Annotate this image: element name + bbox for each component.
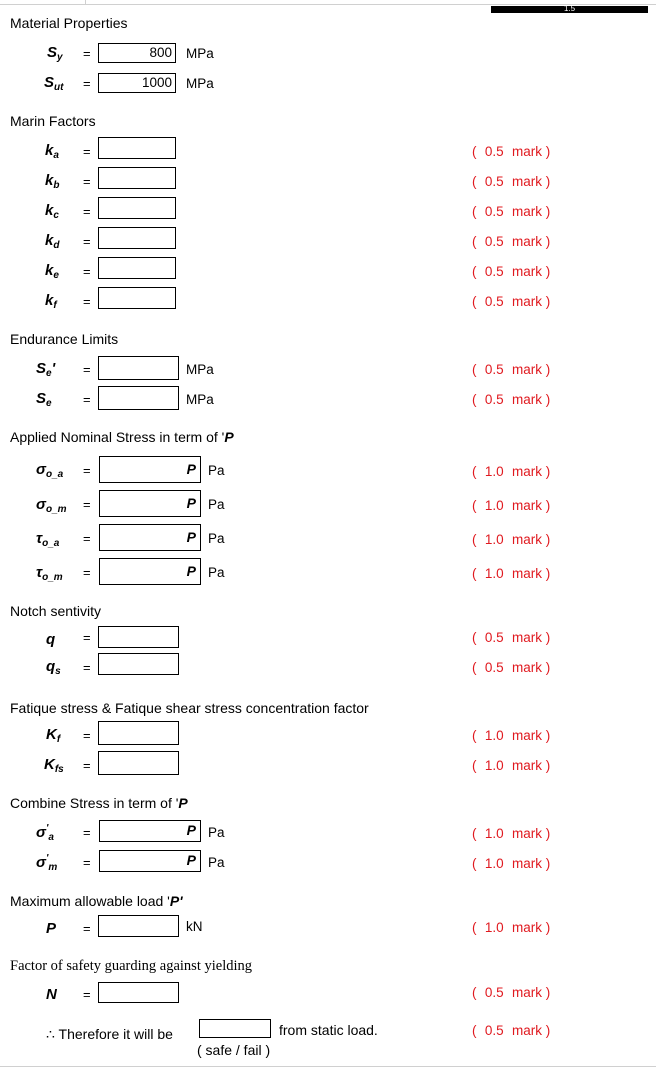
conclusion-hint: ( safe / fail ) <box>197 1042 271 1058</box>
conclusion-mark: ( 0.5 mark ) <box>472 1023 551 1038</box>
sut-symbol: $S_{ut}$ <box>44 74 64 93</box>
kc-equals: = <box>83 204 91 219</box>
sigma-oa-mark: ( 1.0 mark ) <box>472 464 551 479</box>
se-prime-unit: MPa <box>186 362 214 377</box>
sigma-oa-unit: Pa <box>208 463 225 478</box>
fatigue-heading: Fatique stress & Fatique shear stress concentration factor <box>10 700 369 716</box>
ke-input[interactable] <box>98 257 176 279</box>
se-input[interactable] <box>98 386 179 410</box>
kf-factor-symbol: $K_f$ <box>46 726 61 745</box>
tau-om-equals: = <box>83 565 91 580</box>
ka-symbol: $k_a$ <box>45 142 59 161</box>
sigma-om-equals: = <box>83 497 91 512</box>
kb-input[interactable] <box>98 167 176 189</box>
se-mark: ( 0.5 mark ) <box>472 392 551 407</box>
sy-symbol: $S_y$ <box>47 44 63 63</box>
kfs-factor-symbol: $K_{fs}$ <box>44 756 64 775</box>
sigma-oa-symbol: $\sigma_{o\_a}$ <box>36 461 64 480</box>
q-symbol: q <box>46 631 56 648</box>
tau-om-mark: ( 1.0 mark ) <box>472 566 551 581</box>
q-equals: = <box>83 630 91 645</box>
tau-om-input[interactable]: P <box>99 558 201 585</box>
safety-heading: Factor of safety guarding against yielding <box>10 958 253 974</box>
kf-factor-mark: ( 1.0 mark ) <box>472 728 551 743</box>
kf-equals: = <box>83 294 91 309</box>
kd-input[interactable] <box>98 227 176 249</box>
combine-heading: Combine Stress in term of 'P <box>10 795 188 811</box>
kc-mark: ( 0.5 mark ) <box>472 204 551 219</box>
kfs-factor-mark: ( 1.0 mark ) <box>472 758 551 773</box>
kb-symbol: $k_b$ <box>45 172 60 191</box>
ka-input[interactable] <box>98 137 176 159</box>
p-input[interactable] <box>98 915 179 937</box>
tau-oa-unit: Pa <box>208 531 225 546</box>
p-mark: ( 1.0 mark ) <box>472 920 551 935</box>
sy-equals: = <box>83 46 91 61</box>
notch-heading: Notch sentivity <box>10 603 102 619</box>
kb-mark: ( 0.5 mark ) <box>472 174 551 189</box>
sigma-om-input[interactable]: P <box>99 490 201 517</box>
sut-input[interactable]: 1000 <box>98 73 176 93</box>
kd-mark: ( 0.5 mark ) <box>472 234 551 249</box>
sigma-prime-m-mark: ( 1.0 mark ) <box>472 856 551 871</box>
kfs-factor-input[interactable] <box>98 751 179 775</box>
sy-input[interactable]: 800 <box>98 43 176 63</box>
se-equals: = <box>83 392 91 407</box>
tau-om-symbol: $\tau_{o\_m}$ <box>36 564 63 583</box>
sigma-prime-m-equals: = <box>83 855 91 870</box>
sigma-prime-a-mark: ( 1.0 mark ) <box>472 826 551 841</box>
kd-symbol: $k_d$ <box>45 232 60 251</box>
qs-symbol: $q_s$ <box>46 658 61 677</box>
sigma-om-mark: ( 1.0 mark ) <box>472 498 551 513</box>
kc-input[interactable] <box>98 197 176 219</box>
tau-oa-equals: = <box>83 531 91 546</box>
p-equals: = <box>83 921 91 936</box>
conclusion-input[interactable] <box>199 1019 271 1038</box>
kfs-factor-equals: = <box>83 758 91 773</box>
applied-heading: Applied Nominal Stress in term of 'P <box>10 429 234 445</box>
sut-equals: = <box>83 76 91 91</box>
kf-symbol: $k_f$ <box>45 292 57 311</box>
bottom-divider <box>0 1066 656 1067</box>
n-input[interactable] <box>98 982 179 1003</box>
q-input[interactable] <box>98 626 179 648</box>
se-prime-equals: = <box>83 362 91 377</box>
sigma-prime-a-symbol: $\sigma'_a$ <box>36 823 54 843</box>
n-equals: = <box>83 987 91 1002</box>
sigma-om-unit: Pa <box>208 497 225 512</box>
sut-unit: MPa <box>186 76 214 91</box>
kf-factor-equals: = <box>83 728 91 743</box>
kb-equals: = <box>83 174 91 189</box>
q-mark: ( 0.5 mark ) <box>472 630 551 645</box>
sigma-oa-input[interactable]: P <box>99 456 201 483</box>
sigma-prime-a-unit: Pa <box>208 825 225 840</box>
corner-value: 1.5 <box>563 6 576 13</box>
ka-equals: = <box>83 144 91 159</box>
sigma-prime-a-equals: = <box>83 825 91 840</box>
sigma-prime-a-input[interactable]: P <box>99 820 201 842</box>
kf-mark: ( 0.5 mark ) <box>472 294 551 309</box>
qs-input[interactable] <box>98 653 179 675</box>
conclusion-suffix: from static load. <box>279 1022 378 1038</box>
sigma-prime-m-unit: Pa <box>208 855 225 870</box>
n-mark: ( 0.5 mark ) <box>472 985 551 1000</box>
sigma-prime-m-symbol: $\sigma'_m$ <box>36 853 58 873</box>
sigma-om-symbol: $\sigma_{o\_m}$ <box>36 496 67 515</box>
qs-equals: = <box>83 660 91 675</box>
se-prime-mark: ( 0.5 mark ) <box>472 362 551 377</box>
tau-oa-input[interactable]: P <box>99 524 201 551</box>
se-prime-input[interactable] <box>98 356 179 380</box>
sy-unit: MPa <box>186 46 214 61</box>
se-unit: MPa <box>186 392 214 407</box>
sigma-prime-m-input[interactable]: P <box>99 850 201 872</box>
se-prime-symbol: $S_e'$ <box>36 360 56 379</box>
marin-heading: Marin Factors <box>10 113 96 129</box>
kf-input[interactable] <box>98 287 176 309</box>
top-divider <box>0 4 656 5</box>
ke-mark: ( 0.5 mark ) <box>472 264 551 279</box>
material-heading: Material Properties <box>10 15 128 31</box>
sigma-oa-equals: = <box>83 463 91 478</box>
maxload-heading: Maximum allowable load 'P' <box>10 893 183 909</box>
n-symbol: N <box>46 986 57 1003</box>
qs-mark: ( 0.5 mark ) <box>472 660 551 675</box>
tau-oa-symbol: $\tau_{o\_a}$ <box>36 530 60 549</box>
ke-equals: = <box>83 264 91 279</box>
endurance-heading: Endurance Limits <box>10 331 119 347</box>
se-symbol: $S_e$ <box>36 390 52 409</box>
ka-mark: ( 0.5 mark ) <box>472 144 551 159</box>
tau-oa-mark: ( 1.0 mark ) <box>472 532 551 547</box>
conclusion-prefix: ∴ Therefore it will be <box>46 1026 173 1042</box>
ke-symbol: $k_e$ <box>45 262 59 281</box>
kc-symbol: $k_c$ <box>45 202 59 221</box>
tau-om-unit: Pa <box>208 565 225 580</box>
p-symbol: P <box>46 920 57 937</box>
p-unit: kN <box>186 919 203 934</box>
kd-equals: = <box>83 234 91 249</box>
kf-factor-input[interactable] <box>98 721 179 745</box>
header-corner-bar <box>491 6 648 13</box>
